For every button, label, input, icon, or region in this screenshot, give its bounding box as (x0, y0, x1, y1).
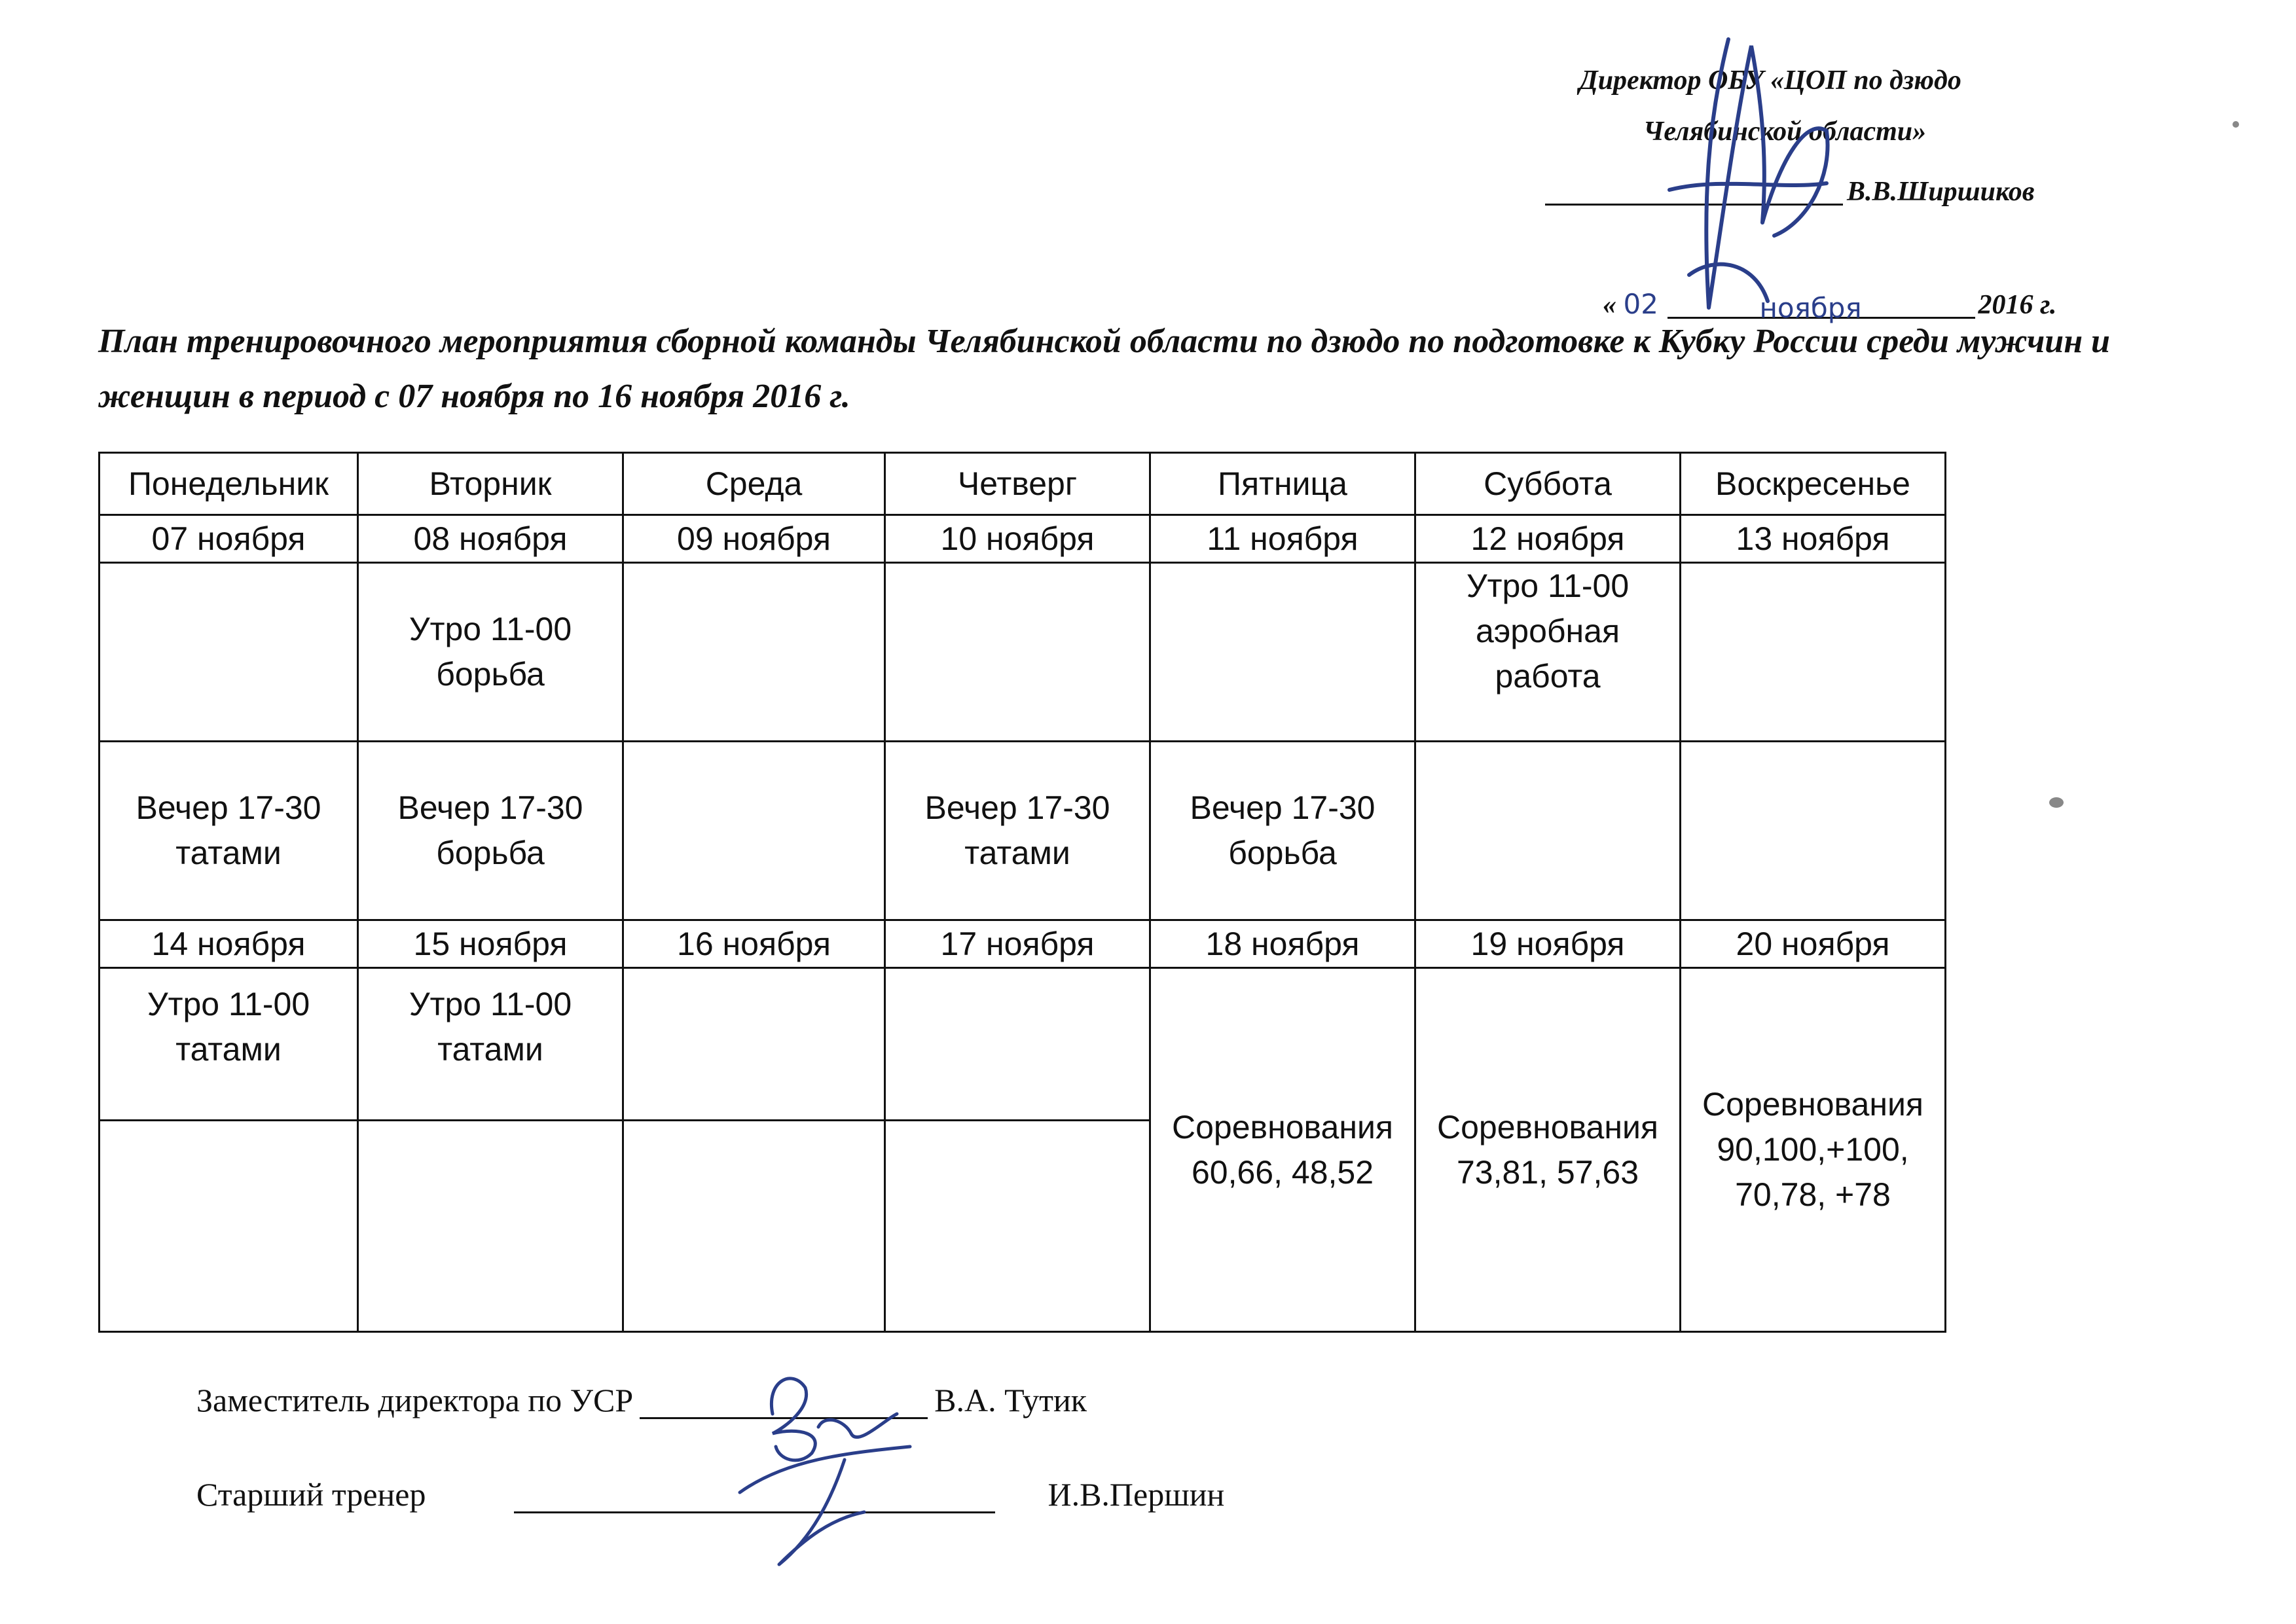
week1-morning-row (100, 563, 1946, 742)
approval-organization-region: Челябинской области» (1643, 117, 1927, 147)
date-cell: 11 ноября (1150, 515, 1415, 563)
weekday-header-row (100, 453, 1946, 515)
date-cell: 18 ноября (1150, 920, 1415, 968)
competition-cell: Соревнования 90,100,+100, 70,78, +78 (1681, 968, 1946, 1332)
session-cell (623, 968, 885, 1121)
day-header: Вторник (358, 453, 623, 515)
session-cell (1681, 563, 1946, 742)
session-cell: Вечер 17-30 борьба (358, 742, 623, 920)
session-cell: Вечер 17-30 татами (885, 742, 1150, 920)
date-cell: 16 ноября (623, 920, 885, 968)
session-cell (100, 1121, 358, 1332)
session-cell: Утро 11-00 татами (100, 968, 358, 1121)
session-cell (885, 1121, 1150, 1332)
date-cell: 15 ноября (358, 920, 623, 968)
session-cell (100, 563, 358, 742)
competition-cell: Соревнования 60,66, 48,52 (1150, 968, 1415, 1332)
day-header: Суббота (1415, 453, 1681, 515)
session-cell: Вечер 17-30 борьба (1150, 742, 1415, 920)
week1-dates-row (100, 515, 1946, 563)
week2-dates-row (100, 920, 1946, 968)
session-cell (1150, 563, 1415, 742)
day-header: Воскресенье (1681, 453, 1946, 515)
coach-name: И.В.Першин (1048, 1476, 1225, 1513)
coach-role: Старший тренер (196, 1476, 426, 1513)
date-cell: 14 ноября (100, 920, 358, 968)
day-header: Четверг (885, 453, 1150, 515)
deputy-name: В.А. Тутик (934, 1382, 1087, 1418)
date-open-quote: « (1603, 290, 1616, 320)
plan-title: План тренировочного мероприятия сборной команды Челябинской области по дзюдо по подготовке к Кубку России среди мужчин и женщин в период с 07 ноября по 16 ноября 2016 г. (98, 323, 2110, 415)
approval-director-name: В.В.Ширшиков (1847, 177, 2035, 207)
date-cell: 07 ноября (100, 515, 358, 563)
session-cell (623, 742, 885, 920)
deputy-signature (714, 1355, 949, 1578)
day-header: Среда (623, 453, 885, 515)
session-cell: Утро 11-00 борьба (358, 563, 623, 742)
day-header: Пятница (1150, 453, 1415, 515)
director-signature (1611, 26, 1912, 334)
session-cell (885, 968, 1150, 1121)
date-cell: 13 ноября (1681, 515, 1946, 563)
week2-morning-row (100, 968, 1946, 1121)
day-header: Понедельник (100, 453, 358, 515)
date-cell: 19 ноября (1415, 920, 1681, 968)
date-cell: 17 ноября (885, 920, 1150, 968)
session-cell (623, 563, 885, 742)
deputy-role: Заместитель директора по УСР (196, 1382, 634, 1418)
session-cell (623, 1121, 885, 1332)
competition-cell: Соревнования 73,81, 57,63 (1415, 968, 1681, 1332)
session-cell: Утро 11-00 татами (358, 968, 623, 1121)
session-cell (1681, 742, 1946, 920)
schedule-table (98, 452, 1946, 1333)
session-cell: Утро 11-00 аэробная работа (1415, 563, 1681, 742)
session-cell (358, 1121, 623, 1332)
stray-mark (2232, 121, 2239, 128)
session-cell (885, 563, 1150, 742)
date-cell: 10 ноября (885, 515, 1150, 563)
date-cell: 08 ноября (358, 515, 623, 563)
session-cell: Вечер 17-30 татами (100, 742, 358, 920)
week1-evening-row (100, 742, 1946, 920)
session-cell (1415, 742, 1681, 920)
approval-director-title: Директор ОБУ «ЦОП по дзюдо (1579, 65, 1961, 96)
date-cell: 09 ноября (623, 515, 885, 563)
date-month: ноября (1759, 292, 1862, 324)
date-cell: 20 ноября (1681, 920, 1946, 968)
date-year: 2016 г. (1978, 290, 2057, 320)
date-day: 02 (1623, 288, 1658, 320)
stray-mark (2049, 797, 2064, 808)
date-cell: 12 ноября (1415, 515, 1681, 563)
coach-signature-line (196, 1475, 1224, 1513)
deputy-signature-line (196, 1381, 1087, 1419)
